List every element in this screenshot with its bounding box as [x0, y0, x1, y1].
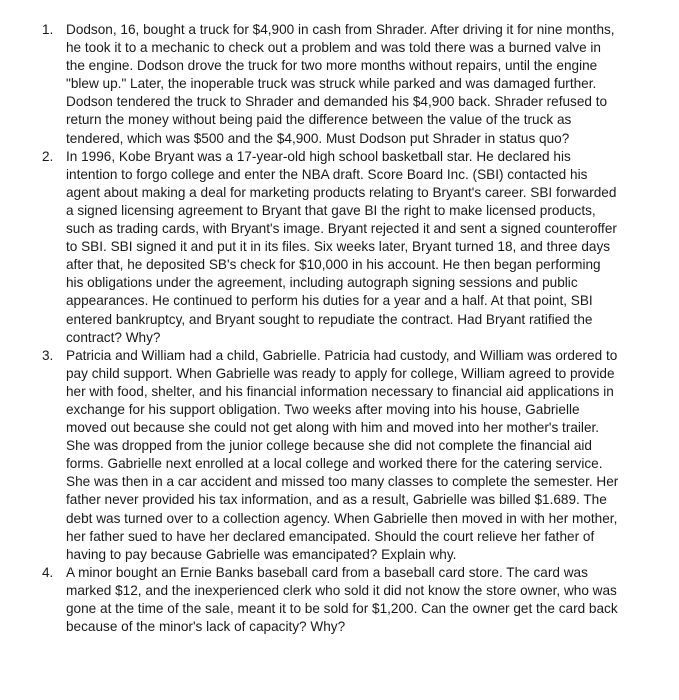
question-number: 2.: [42, 148, 54, 164]
question-number: 1.: [42, 22, 54, 37]
question-text: A minor bought an Ernie Banks baseball card from a baseball card store. The card was marked $12, and the inexperienced clerk who sold it did not know the store owner, who was gone at the time of the sale, meant it to be sold for $1,200. Can the owner get the card back because of the minor's lack of capacity? Why?: [66, 564, 618, 635]
list-item-question-4: [0, 564, 619, 636]
list-item-question-2: [0, 148, 619, 347]
question-list: [0, 21, 619, 636]
list-item-question-1: [0, 21, 619, 148]
question-text: Patricia and William had a child, Gabrielle. Patricia had custody, and William was ordered to pay child support. When Gabrielle was ready to apply for college, William agreed to provide her with food, shelter, and his financial information necessary to financial aid applications in exchange for his support obligation. Two weeks after moving into his house, Gabrielle moved out because she could not get along with him and moved into her mother's trailer. She was dropped from the junior college because she did not complete the financial aid forms. Gabrielle next enrolled at a local college and worked there for the catering service. She was then in a car accident and missed too many classes to complete the semester. Her father never provided his tax information, and as a result, Gabrielle was billed $1.689. The debt was turned over to a collection agency. When Gabrielle then moved in with her mother, her father sued to have her declared emancipated. Should the court relieve her father of having to pay because Gabrielle was emancipated? Explain why.: [66, 347, 619, 562]
question-text: Dodson, 16, bought a truck for $4,900 in cash from Shrader. After driving it for nine months, he took it to a mechanic to check out a problem and was told there was a burned valve in the engine. Dodson drove the truck for two more months without repairs, until the engine "blew up." Later, the inoperable truck was struck while parked and was damaged further. Dodson tendered the truck to Shrader and demanded his $4,900 back. Shrader refused to return the money without being paid the difference between the value of the truck as tendered, which was $500 and the $4,900. Must Dodson put Shrader in status quo?: [66, 22, 615, 146]
question-number: 3.: [42, 347, 54, 363]
list-item-question-3: [0, 347, 619, 564]
question-text: In 1996, Kobe Bryant was a 17-year-old high school basketball star. He declared his intention to forgo college and enter the NBA draft. Score Board Inc. (SBI) contacted his agent about making a deal for marketing products relating to Bryant's career. SBI forwarded a signed licensing agreement to Bryant that gave BI the right to make licensed products, such as trading cards, with Bryant's image. Bryant rejected it and sent a signed counteroffer to SBI. SBI signed it and put it in its files. Six weeks later, Bryant turned 18, and three days after that, he deposited SB's check for $10,000 in his account. He then began performing his obligations under the agreement, including autograph signing sessions and public appearances. He continued to perform his duties for a year and a half. At that point, SBI entered bankruptcy, and Bryant sought to repudiate the contract. Had Bryant ratified the contract? Why?: [66, 148, 617, 345]
question-number: 4.: [42, 564, 54, 580]
